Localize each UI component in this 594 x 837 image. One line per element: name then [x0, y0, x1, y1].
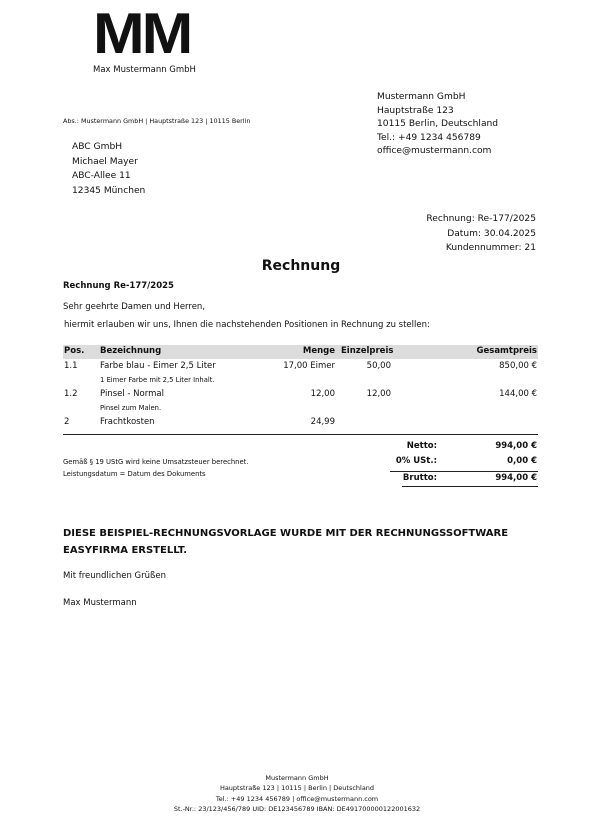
ust-value: 0,00 € — [507, 456, 537, 466]
recipient-city: 12345 München — [72, 185, 146, 196]
ust-label: 0% USt.: — [395, 456, 437, 466]
row-pos: 1.2 — [64, 389, 78, 399]
row-gesamtpreis: 850,00 € — [499, 361, 537, 371]
netto-row — [390, 441, 538, 456]
invoice-meta — [426, 212, 536, 256]
customer-number: Kundennummer: 21 — [445, 243, 536, 253]
logo-company-name: Max Mustermann GmbH — [93, 65, 196, 75]
invoice-number: Rechnung: Re-177/2025 — [426, 214, 536, 224]
tax-note — [63, 457, 249, 480]
row-bezeichnung: Farbe blau - Eimer 2,5 Liter — [100, 361, 216, 371]
footer-address: Hauptstraße 123 | 10115 | Berlin | Deutschland — [219, 784, 375, 793]
promo-banner: DIESE BEISPIEL-RECHNUNGSVORLAGE WURDE MIT DER RECHNUNGSSOFTWARE EASYFIRMA ERSTELLT. — [63, 528, 509, 556]
closing-greeting: Mit freundlichen Grüßen — [63, 571, 166, 581]
header-einzelpreis: Einzelpreis — [341, 346, 394, 356]
company-city: 10115 Berlin, Deutschland — [377, 119, 499, 129]
row-description: Pinsel zum Malen. — [100, 404, 162, 412]
salutation: Sehr geehrte Damen und Herren, — [63, 302, 206, 312]
recipient-person: Michael Mayer — [72, 156, 138, 167]
recipient-address-block — [72, 140, 145, 198]
ust-row — [390, 456, 538, 471]
recipient-company: ABC GmbH — [72, 142, 123, 152]
intro-text: hiermit erlauben wir uns, Ihnen die nachstehenden Positionen in Rechnung zu stellen: — [64, 320, 430, 330]
sender-return-address: Abs.: Mustermann GmbH | Hauptstraße 123 | 10115 Berlin — [63, 117, 251, 125]
table-row — [63, 389, 538, 419]
netto-value: 994,00 € — [495, 441, 537, 451]
header-menge: Menge — [302, 346, 335, 356]
header-bezeichnung: Bezeichnung — [100, 346, 162, 356]
row-menge: 17,00 Eimer — [283, 361, 335, 371]
recipient-street: ABC-Allee 11 — [72, 171, 131, 181]
company-name: Mustermann GmbH — [377, 92, 466, 102]
row-pos: 1.1 — [64, 361, 78, 371]
company-logo: MM — [93, 2, 191, 66]
company-address-block — [377, 91, 498, 159]
tax-exemption-note: Gemäß § 19 UStG wird keine Umsatzsteuer berechnet. — [63, 458, 249, 466]
row-description: 1 Eimer Farbe mit 2,5 Liter Inhalt. — [100, 376, 215, 384]
footer-tax-bank: St.-Nr.: 23/123/456/789 UID: DE123456789 IBAN: DE491700000122001632 — [173, 804, 421, 813]
footer-company: Mustermann GmbH — [265, 774, 329, 782]
header-pos: Pos. — [64, 346, 85, 356]
company-street: Hauptstraße 123 — [377, 105, 454, 116]
brutto-label: Brutto: — [402, 473, 437, 483]
document-title: Rechnung — [261, 258, 341, 274]
page-footer — [0, 773, 594, 814]
totals-underline — [402, 486, 538, 487]
header-gesamtpreis: Gesamtpreis — [476, 346, 537, 356]
row-einzelpreis: 12,00 — [366, 389, 391, 399]
footer-contact: Tel.: +49 1234 456789 | office@mustermann.com — [215, 794, 379, 803]
table-row — [63, 417, 538, 431]
row-gesamtpreis: 144,00 € — [499, 389, 537, 399]
table-divider — [63, 434, 538, 435]
company-phone: Tel.: +49 1234 456789 — [377, 132, 481, 143]
row-menge: 12,00 — [310, 389, 335, 399]
row-menge: 24,99 — [310, 417, 335, 427]
table-header — [63, 345, 538, 359]
invoice-subject: Rechnung Re-177/2025 — [63, 281, 174, 291]
invoice-date: Datum: 30.04.2025 — [447, 228, 536, 239]
brutto-value: 994,00 € — [495, 473, 537, 483]
row-bezeichnung: Pinsel - Normal — [100, 389, 164, 399]
row-pos: 2 — [64, 417, 70, 427]
service-date-note: Leistungsdatum = Datum des Dokuments — [63, 469, 206, 478]
netto-label: Netto: — [406, 441, 437, 451]
row-bezeichnung: Frachtkosten — [100, 417, 155, 427]
company-email: office@mustermann.com — [377, 146, 492, 156]
signer-name: Max Mustermann — [63, 598, 137, 608]
row-einzelpreis: 50,00 — [366, 361, 391, 371]
table-row — [63, 361, 538, 391]
totals-block — [390, 441, 538, 488]
